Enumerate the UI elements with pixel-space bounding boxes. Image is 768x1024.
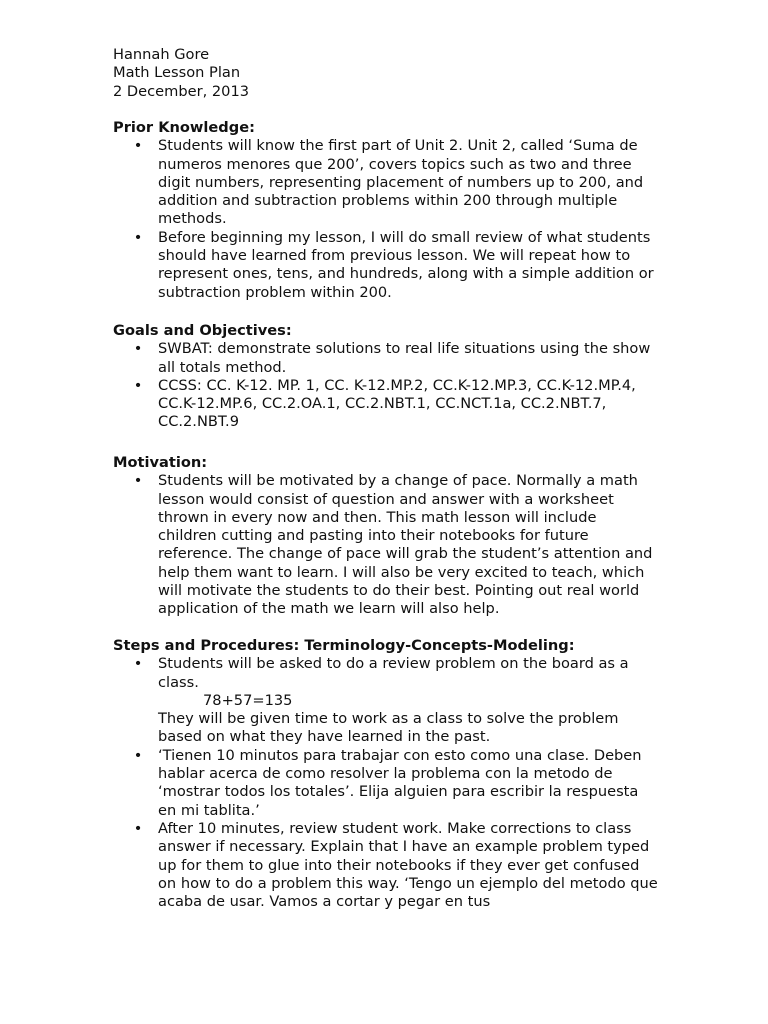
list-item bbox=[113, 747, 658, 820]
bullet-icon: • bbox=[133, 472, 143, 490]
list-item bbox=[113, 229, 658, 302]
list-item-text: Students will know the first part of Unit 2. Unit 2, called ‘Suma de numeros menores que 200’, covers topics such as two and three digit numbers, representing placement of numbers up to 200, and addition and subtraction problems within 200 through multiple methods. bbox=[158, 137, 644, 228]
section-motivation bbox=[113, 454, 673, 619]
bullet-icon: • bbox=[133, 819, 143, 837]
list-item-text: After 10 minutes, review student work. Make corrections to class answer if necessary. Explain that I have an example problem typed up for them to glue into their notebooks if they ever get confused on how to do a problem this way. ‘Tengo un ejemplo del metodo que acaba de usar. Vamos a cortar y pegar en tus bbox=[158, 819, 658, 911]
list-item-text: Students will be motivated by a change of pace. Normally a math lesson would consist of question and answer with a worksheet thrown in every now and then. This math lesson will include children cutting and pasting into their notebooks for future reference. The change of pace will grab the student’s attention and help them want to learn. I will also be very excited to teach, which will motivate the students to do their best. Pointing out real world application of the math we learn will also help. bbox=[158, 472, 653, 618]
list-item bbox=[113, 340, 658, 377]
list-item-text: Students will be asked to do a review problem on the board as a class. bbox=[158, 655, 629, 691]
bullet-icon: • bbox=[133, 340, 143, 358]
list-item-text: CCSS: CC. K-12. MP. 1, CC. K-12.MP.2, CC.K-12.MP.3, CC.K-12.MP.4, CC.K-12.MP.6, CC.2.OA.1, CC.2.NBT.1, CC.NCT.1a, CC.2.NBT.7, CC.2.NBT.9 bbox=[158, 376, 636, 431]
section-heading: Goals and Objectives: bbox=[113, 322, 292, 339]
section-prior-knowledge bbox=[113, 119, 673, 302]
list-item-text: They will be given time to work as a class to solve the problem based on what they have learned in the past. bbox=[158, 710, 619, 746]
bullet-icon: • bbox=[133, 746, 143, 764]
document-header bbox=[113, 46, 673, 101]
section-heading: Motivation: bbox=[113, 454, 208, 471]
author-name: Hannah Gore bbox=[113, 46, 210, 63]
list-item-text: SWBAT: demonstrate solutions to real life situations using the show all totals method. bbox=[158, 340, 651, 376]
bullet-icon: • bbox=[133, 655, 143, 673]
bullet-icon: • bbox=[133, 228, 143, 246]
list-item-text: Before beginning my lesson, I will do small review of what students should have learned from previous lesson. We will repeat how to represent ones, tens, and hundreds, along with a simple addition or subtraction problem within 200. bbox=[158, 228, 654, 301]
list-item bbox=[113, 472, 658, 618]
bullet-list bbox=[113, 472, 673, 618]
list-item bbox=[113, 820, 658, 911]
document-title: Math Lesson Plan bbox=[113, 64, 241, 82]
section-steps-procedures bbox=[113, 637, 673, 911]
section-heading: Steps and Procedures: Terminology-Concepts-Modeling: bbox=[113, 637, 575, 654]
list-item bbox=[113, 655, 658, 746]
bullet-list bbox=[113, 340, 673, 431]
bullet-list bbox=[113, 137, 673, 302]
section-heading: Prior Knowledge: bbox=[113, 119, 255, 136]
section-goals-objectives bbox=[113, 322, 673, 432]
review-problem-equation: 78+57=135 bbox=[203, 691, 293, 709]
list-item bbox=[113, 137, 658, 228]
list-item-text: ‘Tienen 10 minutos para trabajar con esto como una clase. Deben hablar acerca de como resolver la problema con la metodo de ‘mostrar todos los totales’. Elija alguien para escribir la respuesta en mi tablita.’ bbox=[158, 746, 642, 819]
bullet-icon: • bbox=[133, 137, 143, 155]
bullet-icon: • bbox=[133, 376, 143, 394]
list-item bbox=[113, 377, 658, 432]
bullet-list bbox=[113, 655, 673, 911]
document-date: 2 December, 2013 bbox=[113, 82, 250, 100]
